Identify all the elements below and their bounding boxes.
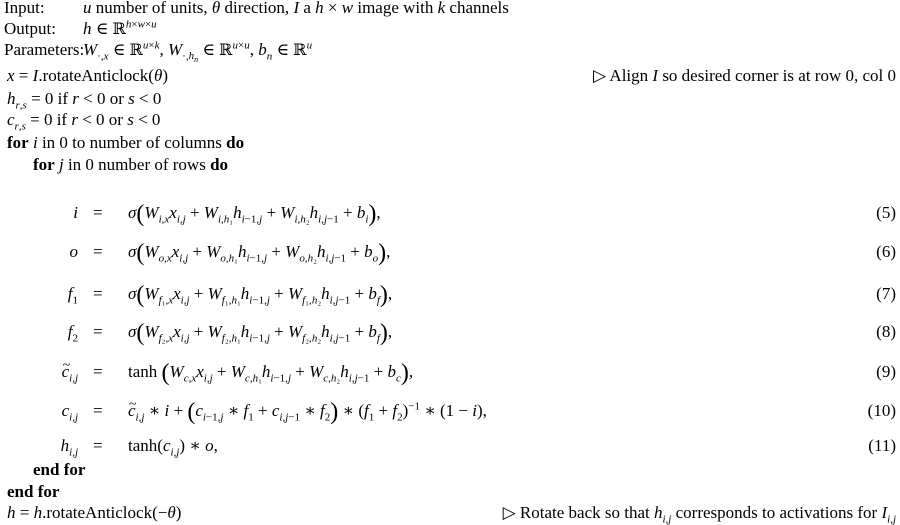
- equation-rhs: ~ $c_{i,j}$ ∗ $i + (c_{i-1,j}$ ∗ $f_1 + c_{i,j-1}$ ∗ $f_2$) ∗ $(f_1 + f_2)^{-1}$ ∗ (1 − i),: [128, 397, 487, 426]
- equation-rhs: $\sigma(W_{f_2,x}x_{i,j} + W_{f_2,h_1}h_{i-1,j} + W_{f_2,h_2}h_{i,j-1} + b_f)$,: [128, 320, 393, 346]
- input-line: [4, 0, 509, 18]
- do-keyword: do: [210, 155, 229, 174]
- equation-row: [0, 318, 900, 346]
- rotate-back-comment: ▷ Rotate back so that $h_{i,j}$ corresponds to activations for $I_{i,j}$: [502, 503, 896, 525]
- parameters-text: $W_{\cdot,x}$ ∈ ℝ$^{u\times k}$, $W_{\cdot,h_n}$ ∈ ℝ$^{u\times u}$, $b_n$ ∈ ℝ$^u$: [83, 39, 313, 65]
- equation-relation: =: [93, 362, 103, 381]
- equation-number: (11): [868, 436, 896, 455]
- parameters-line: [4, 39, 313, 65]
- equation-number: (9): [876, 362, 896, 381]
- for-keyword: for: [33, 155, 55, 174]
- equation-lhs: o: [69, 242, 78, 261]
- c-init-step: $c_{r,s} = 0$ if r < 0 or s < 0: [7, 110, 161, 133]
- for-keyword: for: [7, 133, 29, 152]
- equation-rhs: $\sigma(W_{o,x}x_{i,j} + W_{o,h_1}h_{i-1,j} + W_{o,h_2}h_{i,j-1} + b_o)$,: [128, 240, 391, 266]
- end-outer-loop: end for: [7, 482, 60, 501]
- equation-lhs: $h_{i,j}$: [60, 436, 78, 459]
- rotate-comment: ▷ Align I so desired corner is at row 0, col 0: [593, 66, 896, 85]
- equation-lhs: $c_{i,j}$: [61, 401, 78, 424]
- do-keyword: do: [226, 133, 245, 152]
- equation-relation: =: [93, 436, 103, 455]
- equation-number: (7): [876, 284, 896, 303]
- equation-number: (6): [876, 242, 896, 261]
- input-text: u number of units, θ direction, I a h × w image with k channels: [83, 0, 509, 17]
- equation-relation: =: [93, 242, 103, 261]
- end-inner-loop: end for: [33, 460, 86, 479]
- equation-rhs: $\sigma(W_{i,x}x_{i,j} + W_{i,h_1}h_{i-1,j} + W_{i,h_2}h_{i,j-1} + b_i)$,: [128, 201, 381, 227]
- equation-number: (10): [867, 401, 896, 420]
- rotate-back-step: h = h.rotateAnticlock(−θ): [7, 503, 182, 522]
- equation-lhs: ~ $c_{i,j}$: [62, 358, 78, 386]
- rotate-step: x = I.rotateAnticlock(θ): [7, 66, 168, 85]
- equation-relation: =: [93, 322, 103, 341]
- equation-row: [0, 358, 900, 386]
- equation-rhs: $\sigma(W_{f_1,x}x_{i,j} + W_{f_1,h_1}h_{i-1,j} + W_{f_1,h_2}h_{i,j-1} + b_f)$,: [128, 282, 393, 308]
- equation-lhs: $f_1$: [67, 284, 78, 307]
- equation-relation: =: [93, 203, 103, 222]
- output-label: Output:: [4, 19, 56, 38]
- equation-row: [0, 432, 900, 460]
- output-line: [4, 19, 157, 39]
- equation-row: [0, 397, 900, 425]
- equation-rhs: $\tanh(c_{i,j})$ ∗ o,: [128, 436, 218, 459]
- output-text: h ∈ ℝ$^{h\times w\times u}$: [83, 18, 157, 38]
- outer-loop: for i in 0 to number of columns do: [7, 133, 245, 152]
- equation-number: (8): [876, 322, 896, 341]
- input-label: Input:: [4, 0, 45, 17]
- parameters-label: Parameters:: [4, 40, 85, 59]
- equation-relation: =: [93, 401, 103, 420]
- inner-loop: for j in 0 number of rows do: [33, 155, 229, 174]
- equation-row: [0, 199, 900, 227]
- h-init-step: $h_{r,s} = 0$ if r < 0 or s < 0: [7, 89, 162, 112]
- equation-lhs: $f_2$: [67, 322, 78, 345]
- equation-row: [0, 238, 900, 266]
- equation-row: [0, 280, 900, 308]
- equation-relation: =: [93, 284, 103, 303]
- equation-rhs: $\tanh (W_{c,x}x_{i,j} + W_{c,h_1}h_{i-1,j} + W_{c,h_2}h_{i,j-1} + b_c)$,: [128, 360, 414, 386]
- equation-lhs: i: [73, 203, 78, 222]
- equation-number: (5): [876, 203, 896, 222]
